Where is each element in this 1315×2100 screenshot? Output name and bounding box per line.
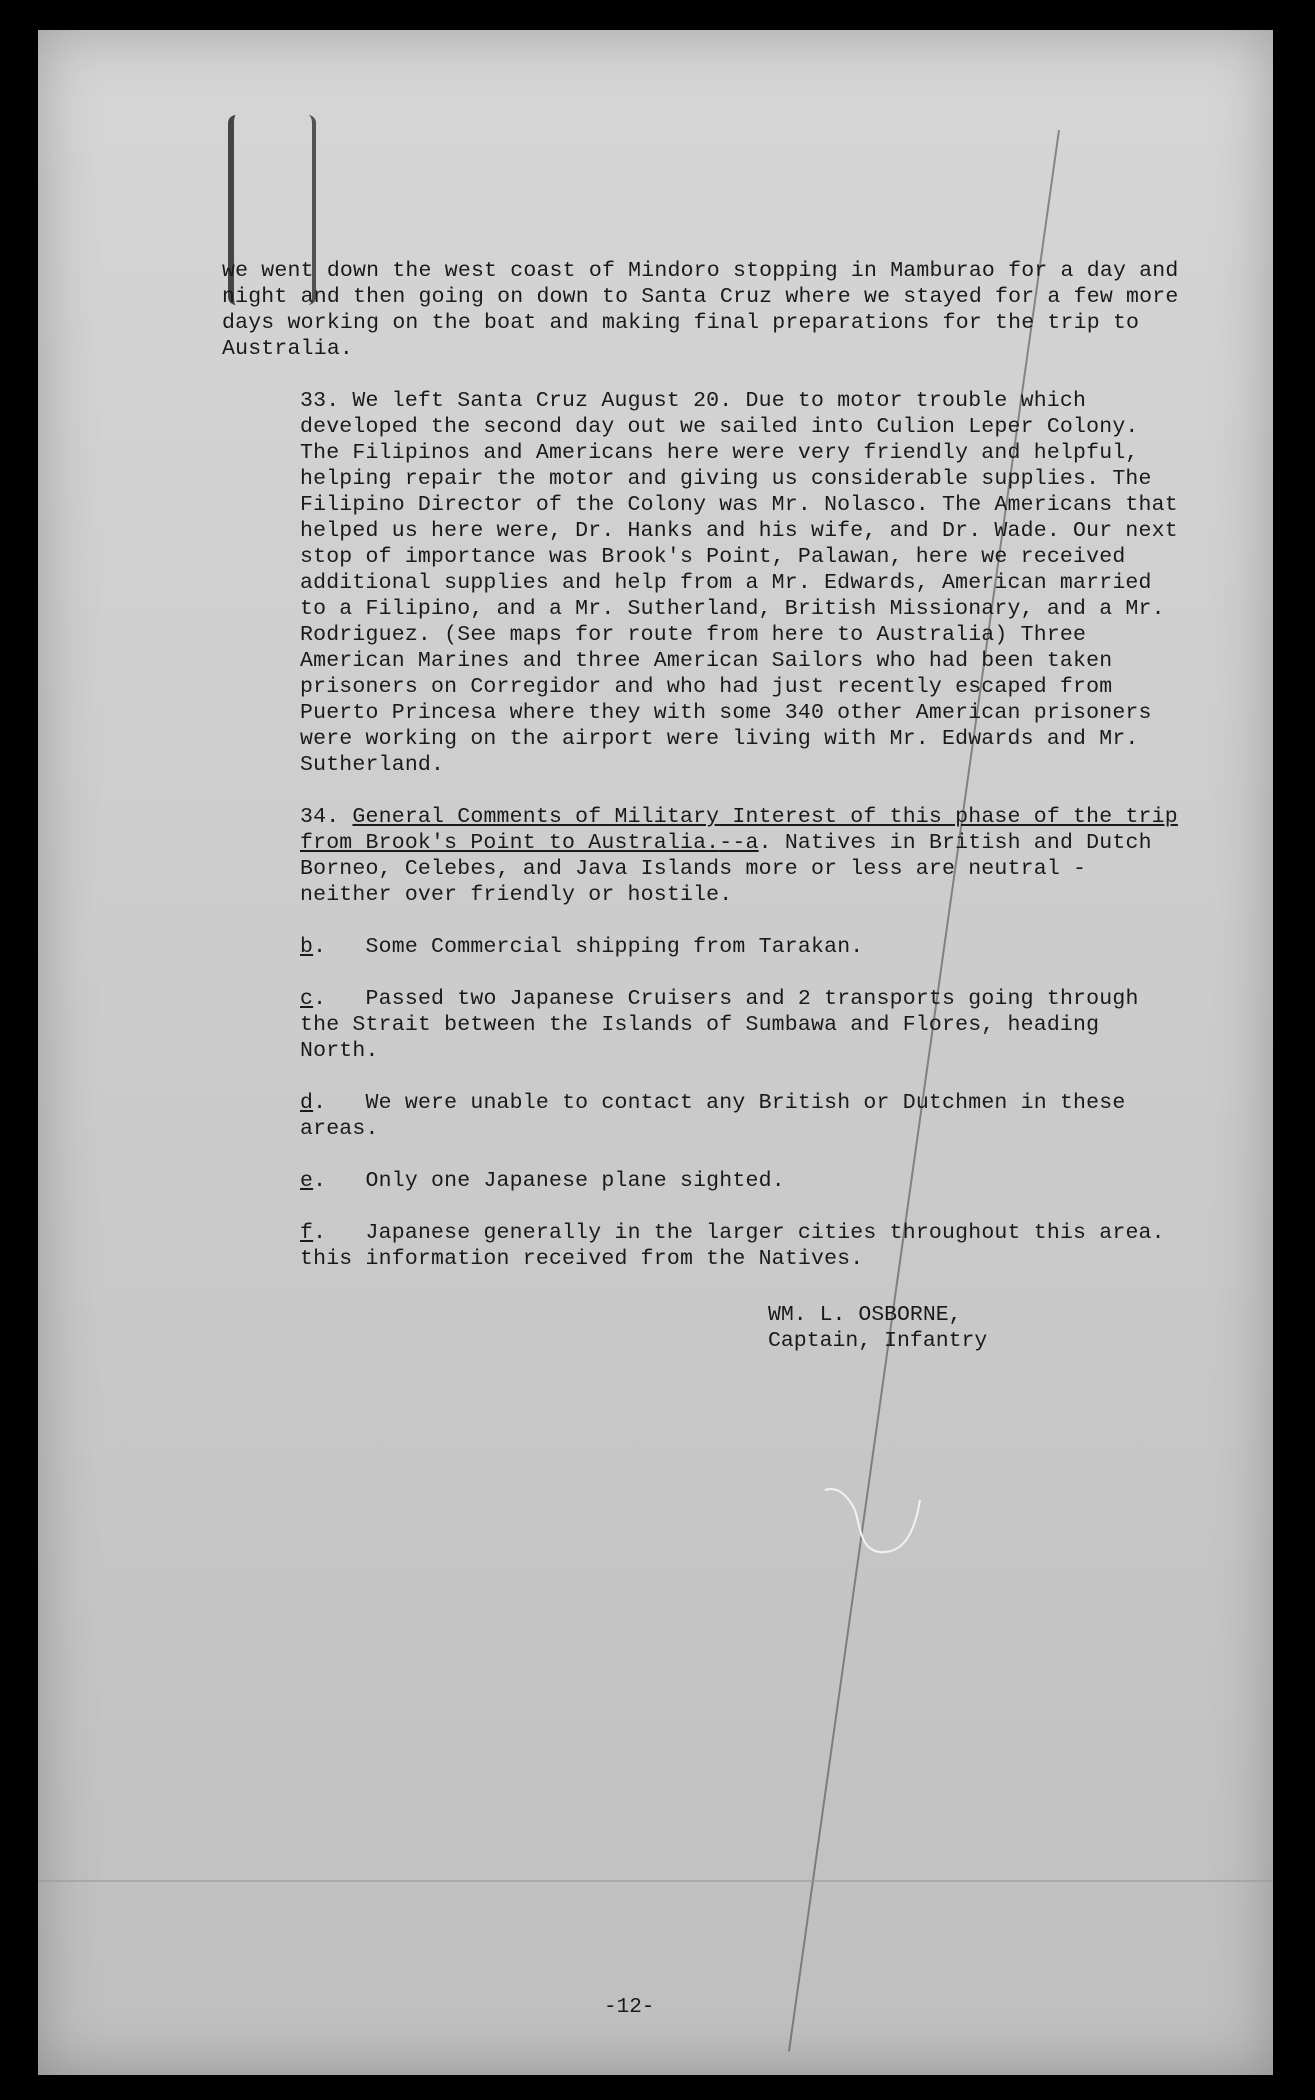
item-text: Natives in British and Dutch Borneo, Celebes, and Java Islands more or less are neutral - neither over friendly or hostile. [300, 831, 1152, 907]
item-label: e [300, 1169, 314, 1193]
item-f: f. Japanese generally in the larger cities throughout this area. this information received from the Natives. [300, 1221, 1165, 1271]
paragraph-34: 34. General Comments of Military Interest of this phase of the trip from Brook's Point to Australia.--a. Natives in British and Dutch Borneo, Celebes, and Java Islands more or less are neutral - neither over friendly or hostile. [300, 805, 1178, 907]
item-d: d. We were unable to contact any British or Dutchmen in these areas. [300, 1091, 1126, 1141]
section-heading: General Comments of Military Interest of this phase of the trip from Brook's Point to Australia. [300, 805, 1178, 855]
item-text: Some Commercial shipping from Tarakan. [365, 935, 864, 959]
item-label: b [300, 935, 314, 959]
item-text: We were unable to contact any British or Dutchmen in these areas. [300, 1091, 1126, 1141]
heading-dash: -- [719, 831, 746, 855]
item-label: f [300, 1221, 314, 1245]
signer-name: WM. L. OSBORNE, [768, 1303, 962, 1327]
pencil-scribble [820, 1480, 940, 1560]
signature-block [768, 1302, 987, 1354]
item-label: d [300, 1091, 314, 1115]
intro-paragraph: we went down the west coast of Mindoro stopping in Mamburao for a day and night and then going on down to Santa Cruz where we stayed for a few more days working on the boat and making final preparations for the trip to Australia. [222, 259, 1179, 361]
paper-fold [38, 1880, 1273, 1882]
item-b: b. Some Commercial shipping from Tarakan. [300, 935, 864, 959]
item-c: c. Passed two Japanese Cruisers and 2 transports going through the Strait between the Islands of Sumbawa and Flores, heading North. [300, 987, 1139, 1063]
item-e: e. Only one Japanese plane sighted. [300, 1169, 785, 1193]
item-text: Japanese generally in the larger cities throughout this area. this information received from the Natives. [300, 1221, 1165, 1271]
item-label: a [745, 831, 759, 855]
page-number: -12- [604, 1996, 655, 2019]
paragraph-text: We left Santa Cruz August 20. Due to motor trouble which developed the second day out we sailed into Culion Leper Colony. The Filipinos and Americans here were very friendly and helpful, helping repair the motor and giving us considerable supplies. The Filipino Director of the Colony was Mr. Nolasco. The Americans that helped us here were, Dr. Hanks and his wife, and Dr. Wade. Our next stop of importance was Brook's Point, Palawan, here we received additional supplies and help from a Mr. Edwards, American married to a Filipino, and a Mr. Sutherland, British Missionary, and a Mr. Rodriguez. (See maps for route from here to Australia) Three American Marines and three American Sailors who had been taken prisoners on Corregidor and who had just recently escaped from Puerto Princesa where they with some 340 other American prisoners were working on the airport were living with Mr. Edwards and Mr. Sutherland. [300, 389, 1178, 777]
item-text: Passed two Japanese Cruisers and 2 transports going through the Strait between the Islands of Sumbawa and Flores, heading North. [300, 987, 1139, 1063]
item-label: c [300, 987, 314, 1011]
paragraph-number: 34. [300, 805, 340, 829]
paragraph-33 [222, 388, 1182, 778]
signer-title: Captain, Infantry [768, 1329, 988, 1353]
item-text: Only one Japanese plane sighted. [365, 1169, 785, 1193]
document-body [222, 258, 1182, 1298]
paragraph-number: 33. [300, 389, 340, 413]
